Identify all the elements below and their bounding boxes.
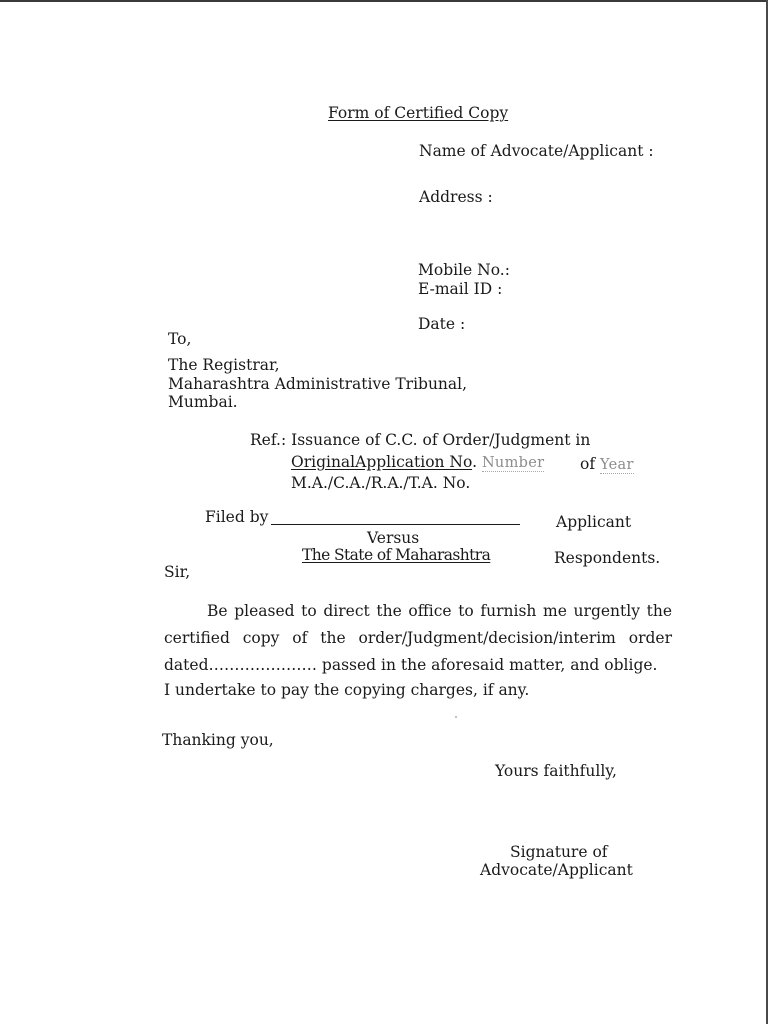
original-application-label: OriginalApplication No (291, 453, 473, 471)
body-line-3: dated………………… passed in the aforesaid matter, and oblige. (164, 656, 658, 674)
filed-by-blank-line (271, 524, 520, 525)
scan-top-edge (0, 0, 768, 2)
recipient-line-1: The Registrar, (168, 356, 280, 374)
oa-year-placeholder[interactable]: Year (600, 457, 634, 473)
body-line-2: certified copy of the order/Judgment/decision/interim order (164, 629, 672, 647)
applicant-label: Applicant (556, 513, 632, 531)
body-line-4: I undertake to pay the copying charges, if any. (164, 681, 530, 699)
salutation: Sir, (164, 563, 191, 581)
oa-number-placeholder[interactable]: Number (481, 455, 545, 471)
of-word: of (580, 455, 596, 473)
respondent-name: The State of Maharashtra (302, 546, 491, 564)
to-label: To, (168, 330, 192, 348)
thanking-you: Thanking you, (162, 731, 274, 749)
filed-by-label: Filed by (205, 508, 269, 526)
scan-speck (455, 716, 457, 718)
reference-line: Ref.: Issuance of C.C. of Order/Judgment in (250, 431, 591, 449)
respondents-label: Respondents. (554, 549, 661, 567)
name-field-label: Name of Advocate/Applicant : (419, 142, 654, 160)
recipient-line-3: Mumbai. (168, 393, 238, 411)
body-line-1: Be pleased to direct the office to furnish me urgently the (207, 602, 672, 620)
email-field-label: E-mail ID : (418, 280, 503, 298)
signature-line-2: Advocate/Applicant (480, 861, 633, 879)
signature-line-1: Signature of (510, 843, 608, 861)
misc-application-line: M.A./C.A./R.A./T.A. No. (291, 474, 471, 492)
address-field-label: Address : (419, 188, 493, 206)
form-title: Form of Certified Copy (328, 104, 509, 122)
year-group (580, 455, 634, 474)
original-application-line (291, 453, 544, 472)
versus-label: Versus (367, 529, 420, 547)
yours-faithfully: Yours faithfully, (495, 762, 617, 780)
oa-dot: . (472, 453, 477, 471)
date-field-label: Date : (418, 315, 466, 333)
recipient-line-2: Maharashtra Administrative Tribunal, (168, 375, 468, 393)
mobile-field-label: Mobile No.: (418, 261, 510, 279)
